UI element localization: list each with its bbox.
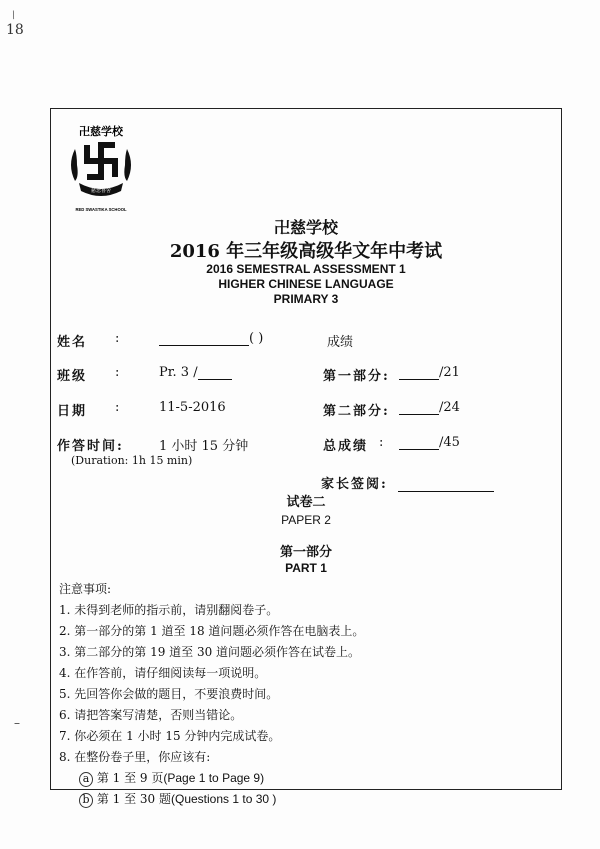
total-score-blank[interactable] — [399, 435, 439, 450]
parent-signature-label: 家长签阅: — [321, 477, 388, 492]
class-number-paren: ( ) — [249, 331, 264, 346]
exam-title-en-line1: 2016 SEMESTRAL ASSESSMENT 1 — [206, 262, 406, 276]
instruction-item: 3. 第二部分的第 19 道至 30 道问题必须作答在试卷上。 — [59, 645, 361, 659]
exam-title-en-line2: HIGHER CHINESE LANGUAGE — [218, 277, 394, 291]
part2-score-label: 第二部分: — [323, 404, 390, 419]
subitem-b-en: (Questions 1 to 30 ) — [171, 792, 277, 806]
instruction-item: 4. 在作答前，请仔细阅读每一项说明。 — [59, 666, 267, 680]
instruction-item: 6. 请把答案写清楚，否则当错论。 — [59, 708, 243, 722]
date-value: 11-5-2016 — [159, 400, 226, 415]
instructions-heading: 注意事项: — [59, 582, 112, 596]
date-colon: : — [115, 400, 120, 415]
subitem-b-cn: 第 1 至 30 题 — [96, 792, 171, 806]
instructions — [59, 579, 549, 810]
margin-dash: – — [14, 716, 20, 730]
name-colon: : — [115, 331, 120, 346]
instruction-item: 2. 第一部分的第 1 道至 18 道问题必须作答在电脑表上。 — [59, 624, 365, 638]
grade-label: 成绩 — [327, 335, 354, 350]
exam-cover-sheet — [50, 108, 562, 806]
page-number: 18 — [6, 22, 24, 38]
time-label: 作答时间: — [57, 439, 124, 454]
subitem-a-en: (Page 1 to Page 9) — [163, 771, 265, 785]
instruction-item: 7. 你必须在 1 小时 15 分钟内完成试卷。 — [59, 729, 281, 743]
part1-score-label: 第一部分: — [323, 369, 390, 384]
class-value: Pr. 3 / — [159, 365, 198, 380]
parent-signature-blank[interactable] — [398, 477, 494, 492]
part1-score-total: /21 — [439, 365, 460, 380]
name-blank[interactable] — [159, 331, 249, 346]
class-blank[interactable] — [198, 365, 232, 380]
school-name-cn: 卍慈学校 — [273, 218, 338, 237]
part2-score-total: /24 — [439, 400, 460, 415]
margin-tick-mark: / — [10, 9, 18, 22]
instruction-subitem-a — [59, 768, 549, 789]
instruction-item: 5. 先回答你会做的题目，不要浪费时间。 — [59, 687, 279, 701]
instruction-item: 1. 未得到老师的指示前，请别翻阅卷子。 — [59, 603, 279, 617]
logo-motto: 慈悲喜舍 — [90, 188, 112, 194]
total-score-label: 总成绩 — [323, 439, 369, 454]
part-title-cn: 第一部分 — [279, 545, 332, 560]
date-label: 日期 — [57, 404, 88, 419]
paper-title-en: PAPER 2 — [281, 513, 331, 527]
exam-title-en-line3: PRIMARY 3 — [273, 292, 339, 306]
logo-top-text: 卍慈学校 — [79, 125, 123, 138]
exam-title-cn: 2016 年三年级高级华文年中考试 — [169, 241, 443, 262]
paper-title-cn: 试卷二 — [286, 495, 326, 510]
name-label: 姓名 — [57, 335, 88, 350]
class-label: 班级 — [57, 369, 88, 384]
part2-score-blank[interactable] — [399, 400, 439, 415]
time-value: 1 小时 15 分钟 — [159, 439, 249, 454]
school-logo-icon — [61, 121, 141, 216]
total-colon: : — [379, 435, 384, 450]
instruction-item: 8. 在整份卷子里，你应该有: — [59, 750, 211, 764]
part1-score-blank[interactable] — [399, 365, 439, 380]
instruction-subitem-b — [59, 789, 549, 810]
logo-school-name: RED SWASTIKA SCHOOL — [75, 207, 127, 212]
class-colon: : — [115, 365, 120, 380]
duration-en: (Duration: 1h 15 min) — [71, 454, 193, 467]
subitem-b-marker: b — [79, 793, 93, 808]
subitem-a-cn: 第 1 至 9 页 — [96, 771, 164, 785]
subitem-a-marker: a — [79, 772, 93, 787]
total-score-total: /45 — [439, 435, 460, 450]
part-title-en: PART 1 — [285, 561, 327, 575]
